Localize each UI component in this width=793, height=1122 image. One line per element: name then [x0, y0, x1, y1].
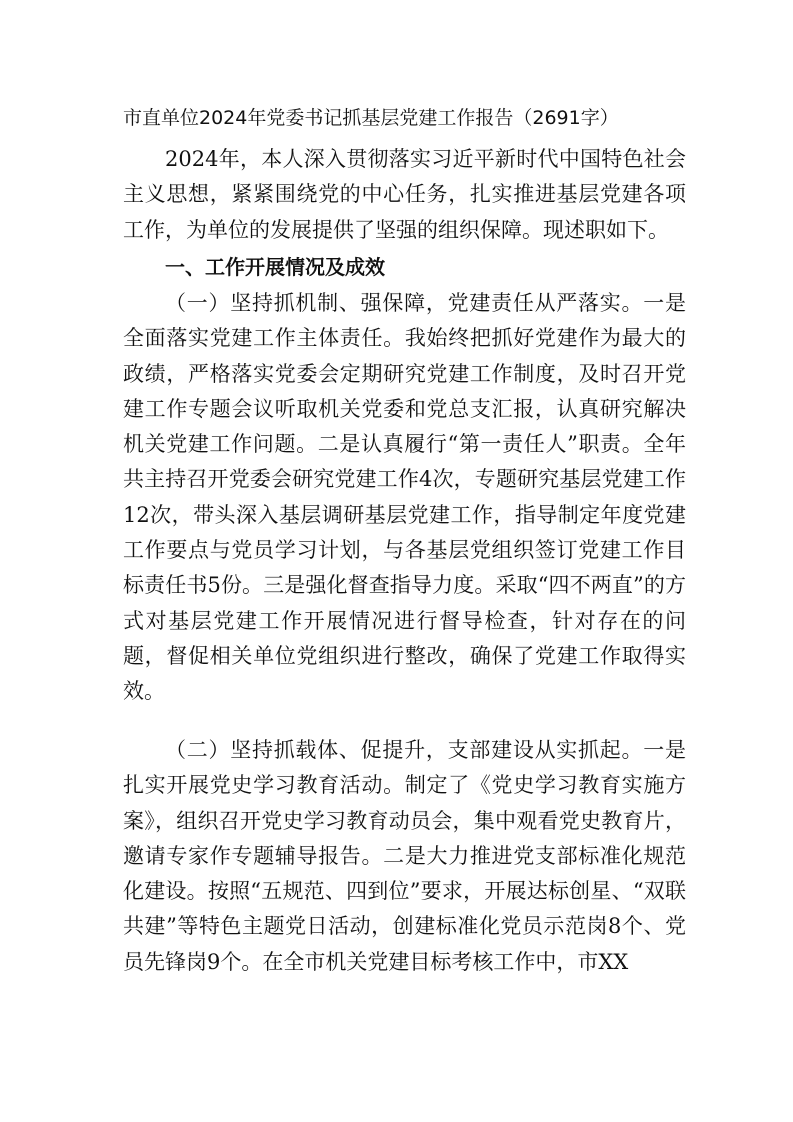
document-title: 市直单位2024年党委书记抓基层党建工作报告（2691字）	[123, 107, 619, 129]
intro-paragraph: 2024年，本人深入贯彻落实习近平新时代中国特色社会主义思想，紧紧围绕党的中心任务，扎实推进基层党建各项工作，为单位的发展提供了坚强的组织保障。现述职如下。	[123, 147, 686, 242]
body-paragraph-2: （二）坚持抓载体、促提升，支部建设从实抓起。一是扎实开展党史学习教育活动。制定了《党史学习教育实施方案》，组织召开党史学习教育动员会，集中观看党史教育片，邀请专家作专题辅导报告。二是大力推进党支部标准化规范化建设。按照“五规范、四到位”要求，开展达标创星、“双联共建”等特色主题党日活动，创建标准化党员示范岗8个、党员先锋岗9个。在全市机关党建目标考核工作中，市XX	[123, 738, 686, 974]
section-heading: 一、工作开展情况及成效	[165, 255, 385, 279]
body-paragraph-1: （一）坚持抓机制、强保障，党建责任从严落实。一是全面落实党建工作主体责任。我始终把抓好党建作为最大的政绩，严格落实党委会定期研究党建工作制度，及时召开党建工作专题会议听取机关党委和党总支汇报，认真研究解决机关党建工作问题。二是认真履行“第一责任人”职责。全年共主持召开党委会研究党建工作4次，专题研究基层党建工作12次，带头深入基层调研基层党建工作，指导制定年度党建工作要点与党员学习计划，与各基层党组织签订党建工作目标责任书5份。三是强化督查指导力度。采取“四不两直”的方式对基层党建工作开展情况进行督导检查，针对存在的问题，督促相关单位党组织进行整改，确保了党建工作取得实效。	[123, 291, 686, 704]
